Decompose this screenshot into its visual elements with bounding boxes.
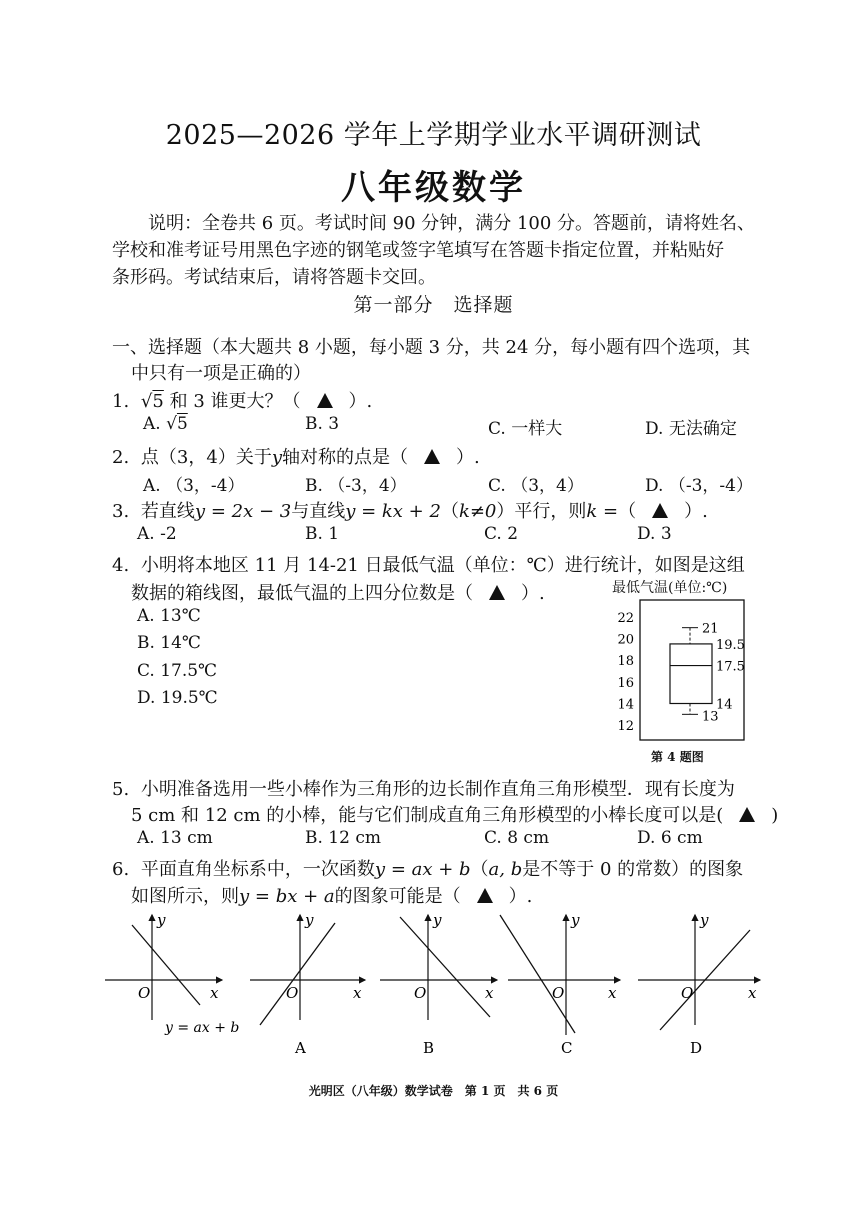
answer-triangle-icon — [424, 449, 440, 464]
q1-option-a[interactable]: A. √5 — [143, 414, 188, 434]
question-6-line-1: 6. 平面直角坐标系中，一次函数y = ax + b（a, b是不等于 0 的常数）的图象 — [112, 859, 744, 880]
boxplot-title: 最低气温(单位:℃) — [612, 580, 728, 596]
q4-option-a[interactable]: A. 13℃ — [137, 606, 201, 626]
section-heading-line-1: 一、选择题（本大题共 8 小题，每小题 3 分，共 24 分，每小题有四个选项，其 — [112, 337, 751, 358]
q4-option-d[interactable]: D. 19.5℃ — [137, 688, 218, 708]
origin-label: O — [286, 984, 299, 1002]
function-line — [260, 923, 335, 1025]
q3-option-a[interactable]: A. -2 — [137, 524, 177, 544]
q4-option-b[interactable]: B. 14℃ — [137, 633, 201, 653]
y-axis-label: y — [157, 911, 166, 929]
q1-option-c[interactable]: C. 一样大 — [488, 419, 563, 439]
answer-triangle-icon — [317, 393, 333, 408]
graph-option-b — [380, 911, 497, 1057]
q5-option-a[interactable]: A. 13 cm — [137, 828, 213, 848]
y-axis-label: y — [433, 911, 442, 929]
value-label: 13 — [702, 709, 719, 725]
y-tick-label: 18 — [617, 654, 634, 670]
y-tick-label: 20 — [617, 632, 634, 648]
question-4-line-1: 4. 小明将本地区 11 月 14-21 日最低气温（单位：℃）进行统计，如图是这组 — [112, 555, 745, 576]
q2-option-d[interactable]: D. （-3，-4） — [645, 476, 753, 496]
q4-option-c[interactable]: C. 17.5℃ — [137, 661, 218, 681]
value-label: 17.5 — [716, 659, 745, 675]
value-label: 19.5 — [716, 637, 745, 653]
boxplot-chart — [610, 598, 750, 743]
y-tick-label: 16 — [617, 675, 634, 691]
question-number: 5. — [112, 779, 130, 800]
figure-caption: 第 4 题图 — [651, 750, 704, 764]
q3-option-d[interactable]: D. 3 — [637, 524, 672, 544]
y-axis-label: y — [305, 911, 314, 929]
value-label: 14 — [716, 697, 733, 713]
answer-triangle-icon — [489, 585, 505, 600]
exam-subtitle: 八年级数学 — [341, 168, 526, 208]
value-label: 21 — [702, 621, 719, 637]
origin-label: O — [552, 984, 565, 1002]
section-heading-line-2: 中只有一项是正确的） — [131, 363, 311, 384]
question-number: 3. — [112, 501, 130, 522]
question-number: 1. — [112, 391, 130, 412]
y-axis-label: y — [571, 911, 580, 929]
graph-option-c — [500, 911, 620, 1057]
q5-option-c[interactable]: C. 8 cm — [484, 828, 550, 848]
q1-option-b[interactable]: B. 3 — [305, 414, 340, 434]
graph-option-a — [250, 911, 365, 1057]
question-5-line-2: 5 cm 和 12 cm 的小棒，能与它们制成直角三角形模型的小棒长度可以是( ) — [131, 805, 779, 826]
y-tick-label: 22 — [617, 610, 634, 626]
question-4-line-2: 数据的箱线图，最低气温的上四分位数是（ ）. — [131, 583, 545, 604]
q2-option-a[interactable]: A. （3，-4） — [143, 476, 245, 496]
y-tick-label: 14 — [617, 697, 634, 713]
question-number: 4. — [112, 555, 130, 576]
option-label: D — [690, 1039, 703, 1057]
question-6-line-2: 如图所示，则y = bx + a的图象可能是（ ）. — [131, 886, 533, 907]
option-label: C — [561, 1039, 573, 1057]
sqrt-expression: √5 — [140, 391, 164, 412]
question-3: 3. 若直线y = 2x − 3与直线y = kx + 2（k≠0）平行，则k =（ ）. — [112, 501, 708, 522]
function-line — [500, 915, 575, 1033]
y-tick-label: 12 — [617, 719, 634, 735]
answer-triangle-icon — [477, 888, 493, 903]
q5-option-b[interactable]: B. 12 cm — [305, 828, 381, 848]
x-axis-label: x — [353, 984, 362, 1002]
x-axis-label: x — [608, 984, 617, 1002]
question-2: 2. 点（3，4）关于y轴对称的点是（ ）. — [112, 447, 480, 468]
answer-triangle-icon — [652, 503, 668, 518]
instructions-line-3: 条形码。考试结束后，请将答题卡交回。 — [112, 267, 436, 288]
question-5-line-1: 5. 小明准备选用一些小棒作为三角形的边长制作直角三角形模型．现有长度为 — [112, 779, 735, 800]
y-axis-label: y — [700, 911, 709, 929]
q2-option-b[interactable]: B. （-3，4） — [305, 476, 407, 496]
instructions-line-2: 学校和准考证号用黑色字迹的钢笔或签字笔填写在答题卡指定位置，并粘贴好 — [112, 240, 724, 261]
part-heading: 第一部分 选择题 — [353, 294, 514, 316]
given-function-label: y = ax + b — [165, 1020, 240, 1036]
origin-label: O — [138, 984, 151, 1002]
option-label: A — [295, 1039, 306, 1057]
instructions-line-1: 说明：全卷共 6 页。考试时间 90 分钟，满分 100 分。答题前，请将姓名、 — [148, 213, 756, 234]
origin-label: O — [414, 984, 427, 1002]
exam-title: 2025—2026 学年上学期学业水平调研测试 — [165, 120, 702, 151]
origin-label: O — [681, 984, 694, 1002]
x-axis-label: x — [210, 984, 219, 1002]
option-label: B — [423, 1039, 435, 1057]
question-1: 1. √5 和 3 谁更大？（ ）. — [112, 391, 373, 412]
question-number: 6. — [112, 859, 130, 880]
graph-option-d — [638, 911, 760, 1057]
answer-triangle-icon — [739, 807, 755, 822]
x-axis-label: x — [485, 984, 494, 1002]
x-axis-label: x — [748, 984, 757, 1002]
function-line — [400, 917, 490, 1017]
question-number: 2. — [112, 447, 130, 468]
q1-option-d[interactable]: D. 无法确定 — [645, 419, 737, 439]
q3-option-c[interactable]: C. 2 — [484, 524, 519, 544]
page-footer: 光明区（八年级）数学试卷 第 1 页 共 6 页 — [308, 1084, 559, 1098]
given-graph — [105, 911, 239, 1036]
q6-graphs — [100, 905, 765, 1065]
q3-option-b[interactable]: B. 1 — [305, 524, 340, 544]
q5-option-d[interactable]: D. 6 cm — [637, 828, 703, 848]
iqr-box — [670, 644, 712, 704]
exam-instructions — [112, 210, 762, 291]
q2-option-c[interactable]: C. （3，4） — [488, 476, 584, 496]
